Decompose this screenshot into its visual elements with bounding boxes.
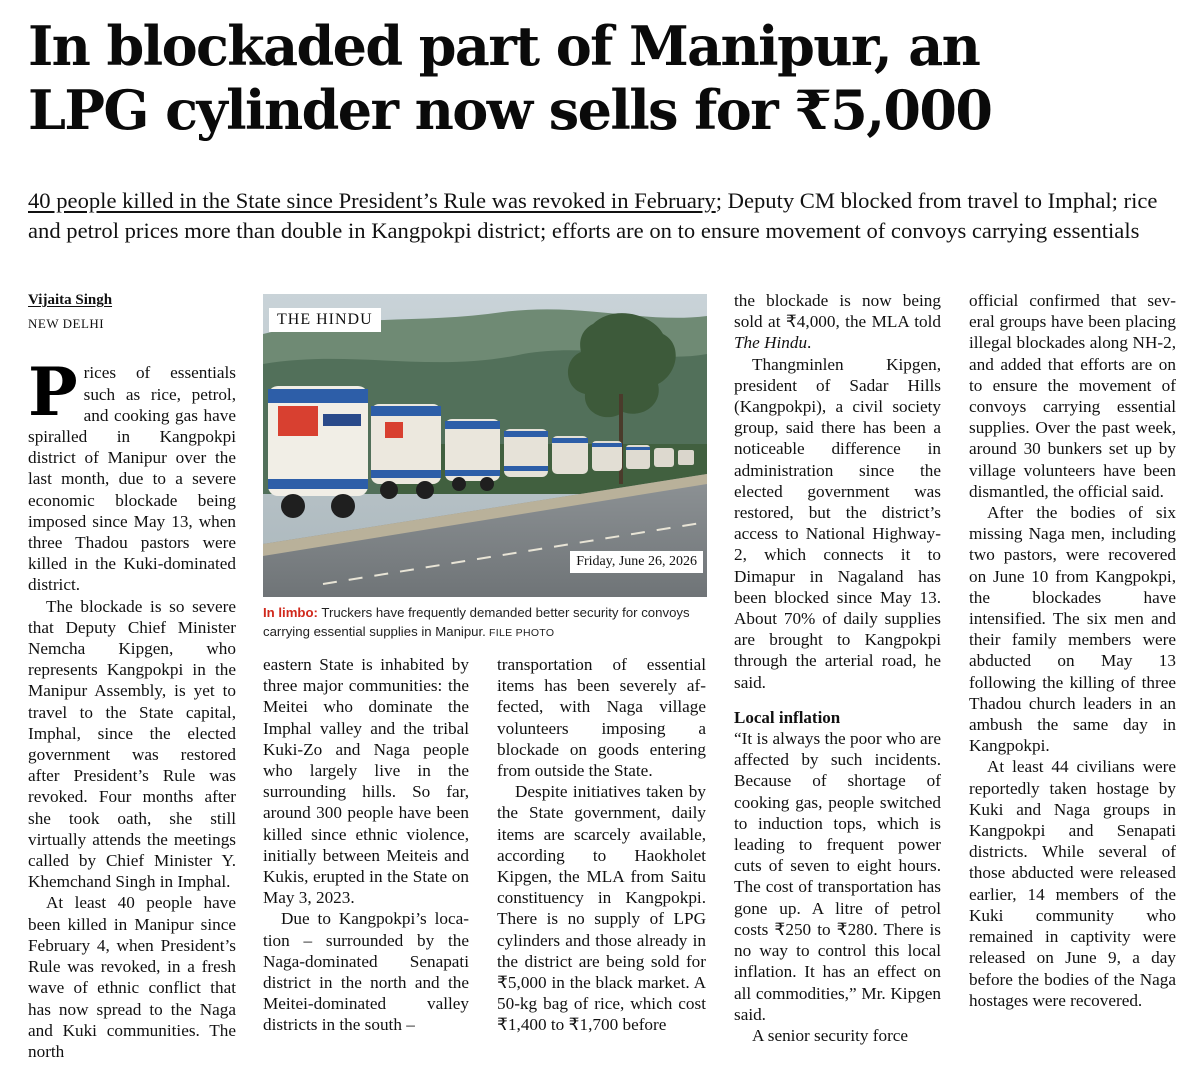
column-2 [263, 654, 469, 1036]
paragraph [734, 290, 941, 354]
lead-paragraph [28, 353, 236, 595]
photo-date-stamp: Friday, June 26, 2026 [570, 551, 703, 573]
headline [28, 14, 1178, 142]
byline-place: NEW DELHI [28, 316, 105, 332]
byline-name: Vijaita Singh [28, 292, 113, 308]
lead-paragraph-text: rices of essentials such as rice, petrol, and cooking gas have spiralled in Kangpokpi district of Manipur over the last month, due to a severe economic blockade being imposed since May 13, when three Thadou pastors were killed in the Kuki-dominated district. [28, 363, 236, 595]
drop-cap: P [28, 353, 78, 432]
subheading: Local inflation [734, 707, 841, 727]
paragraph: At least 44 civilians were reportedly taken hostage by Kuki and Naga groups in Kangpokpi and Senapati districts. While several of those abducted were released earlier, 14 members of the Kuki community who remained in captivity were released on June 9, a day before the bodies of the Naga hostages were recovered. [969, 757, 1176, 1010]
column-3 [497, 654, 706, 1036]
deck-underlined: 40 people killed in the State since President’s Rule was revoked in February [28, 188, 716, 213]
paragraph: official confirmed that several groups have been placing illegal blockades along NH-2, and added that efforts are on to ensure the movement of convoys carrying essential supplies. Over the past week, around 30 bunkers set up by village volunteers have been dismantled, the official said. [969, 291, 1176, 501]
column-4 [734, 290, 941, 1046]
paragraph: eastern State is inhabited by three major communities: the Meitei who dominate the Imphal valley and the tribal Kuki-Zo and Naga people who largely live in the surrounding hills. So far, around 300 people have been killed since ethnic violence, initially between Meiteis and Kukis, erupted in the State on May 3, 2023. [263, 655, 469, 908]
paragraph: Despite initiatives taken by the State government, daily items are scarcely available, according to Haokholet Kipgen, the MLA from Saitu constituency in Kangpokpi. There is no supply of LPG cylinders and those already in the district are being sold for ₹5,000 in the black market. A 50-kg bag of rice, which cost ₹1,400 to ₹1,700 before [497, 782, 706, 1035]
paragraph: After the bodies of six missing Naga men, including two pastors, were recovered on June 10 from Kangpokpi, the blockades have intensified. The six men and their family members were abducted on May 13 following the killing of three Thadou church leaders in an ambush the same day in Kangpokpi. [969, 503, 1176, 756]
paragraph: “It is always the poor who are affected by such incidents. Because of shortage of cooking gas, people switched to induction tops, which is leading to frequent power cuts of seven to eight hours. The cost of transportation has gone up. A litre of petrol costs ₹250 to ₹280. There is no way to control this local inflation. It has an effect on all commodities,” Mr. Kipgen said. [734, 729, 941, 1024]
caption-credit: FILE PHOTO [485, 627, 555, 639]
paragraph-text: the blockade is now being sold at ₹4,000, the MLA told [734, 291, 941, 332]
paragraph: The blockade is so severe that Deputy Chief Minister Nemcha Kipgen, who represents Kangpokpi in the Manipur Assembly, is yet to travel to the State capital, Imphal, since the elected government was restored after President’s Rule was revoked. Four months after she took oath, she still virtually attends the meetings called by Chief Minister Y. Khemchand Singh in Imphal. [28, 596, 236, 892]
deck-rest: ; Deputy CM blocked from travel to Imphal; rice and petrol prices more than double in Kangpokpi district; efforts are on to ensure movement of convoys carrying essentials [28, 188, 1158, 243]
paragraph: A senior security force [752, 1025, 909, 1045]
caption-text: Truckers have frequently demanded better security for convoys carrying essential supplies in Manipur. [263, 605, 690, 639]
headline-line-2: LPG cylinder now sells for ₹5,000 [28, 78, 992, 142]
column-5 [969, 290, 1176, 1011]
photo-caption [263, 603, 713, 643]
column-1 [28, 290, 236, 1062]
paragraph-text: . [807, 333, 812, 353]
newspaper-name: The Hindu [734, 333, 808, 353]
paragraph: Thangminlen Kipgen, president of Sadar Hills (Kangpokpi), a civil society group, said there has been a noticeable difference in administration since the elected government was restored, but the district’s access to National Highway-2, which connects it to Dimapur in Nagaland has been blocked since May 13. About 70% of daily supplies are brought to Kangpokpi through the arterial road, he said. [734, 354, 941, 692]
headline-line-1: In blockaded part of Manipur, an [28, 14, 980, 78]
news-photo [263, 294, 707, 597]
paragraph: Due to Kangpokpi’s location – surrounded by the Naga-dominated Senapati district in the north and the Meitei-dominated valley districts in the south – [263, 909, 469, 1035]
caption-lead: In limbo: [263, 605, 318, 620]
paragraph: transportation of essential items has been severely affected, with Naga village volunteers imposing a blockade on goods entering from outside the State. [497, 655, 706, 781]
deck [28, 186, 1188, 246]
paragraph: At least 40 people have been killed in Manipur since February 4, when President’s Rule was revoked, in a fresh wave of ethnic conflict that has now spread to the Naga and Kuki communities. The north [28, 893, 236, 1061]
photo-watermark: THE HINDU [269, 308, 381, 332]
